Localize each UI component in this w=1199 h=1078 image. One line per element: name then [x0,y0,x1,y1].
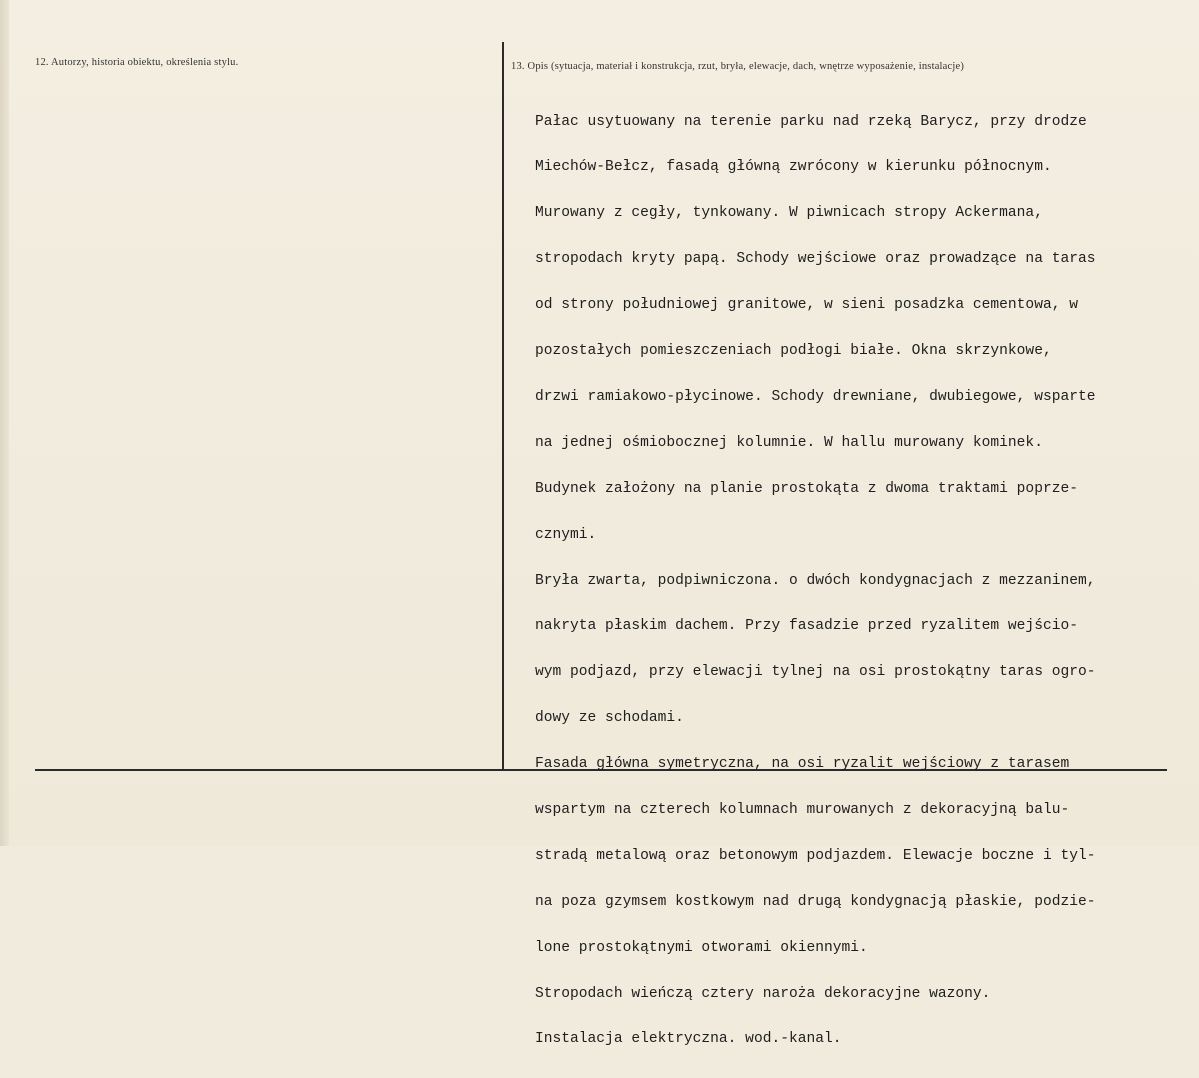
field-13-label: 13. Opis (sytuacja, materiał i konstrukcja, rzut, bryła, elewacje, dach, wnętrze wyposażenie, instalacje) [511,61,965,72]
typed-description [535,84,1195,1078]
description-line: wspartym na czterech kolumnach murowanych z dekoracyjną balu- [535,801,1070,818]
description-line: Budynek założony na planie prostokąta z dwoma traktami poprze- [535,480,1078,497]
description-line: Murowany z cegły, tynkowany. W piwnicach stropy Ackermana, [535,205,1043,222]
description-line: drzwi ramiakowo-płycinowe. Schody drewniane, dwubiegowe, wsparte [535,388,1096,405]
description-line: Stropodach wieńczą cztery naroża dekoracyjne wazony. [535,985,991,1002]
description-line: wym podjazd, przy elewacji tylnej na osi prostokątny taras ogro- [535,664,1096,681]
description-line: dowy ze schodami. [535,710,684,727]
bottom-rule-left [35,769,505,771]
description-line: nakryta płaskim dachem. Przy fasadzie przed ryzalitem wejścio- [535,618,1078,635]
description-line: na jednej ośmiobocznej kolumnie. W hallu murowany kominek. [535,434,1043,451]
description-line: Miechów-Bełcz, fasadą główną zwrócony w kierunku północnym. [535,159,1052,176]
description-line: stropodach kryty papą. Schody wejściowe oraz prowadzące na taras [535,251,1096,268]
field-12-label: 12. Autorzy, historia obiektu, określenia stylu. [35,57,239,68]
description-line: cznymi. [535,526,597,543]
description-line: stradą metalową oraz betonowym podjazdem. Elewacje boczne i tyl- [535,847,1096,864]
description-line: na poza gzymsem kostkowym nad drugą kondygnacją płaskie, podzie- [535,893,1096,910]
description-line: Bryła zwarta, podpiwniczona. o dwóch kondygnacjach z mezzaninem, [535,572,1096,589]
description-line: lone prostokątnymi otworami okiennymi. [535,939,868,956]
description-line: pozostałych pomieszczeniach podłogi białe. Okna skrzynkowe, [535,343,1052,360]
description-line: od strony południowej granitowe, w sieni posadzka cementowa, w [535,297,1078,314]
description-line: Instalacja elektryczna. wod.-kanal. [535,1031,842,1048]
column-divider [502,42,504,770]
page-edge-shadow [0,0,9,846]
description-line: Fasada główna symetryczna, na osi ryzalit wejściowy z tarasem [535,756,1070,773]
description-line: Pałac usytuowany na terenie parku nad rzeką Barycz, przy drodze [535,113,1087,130]
